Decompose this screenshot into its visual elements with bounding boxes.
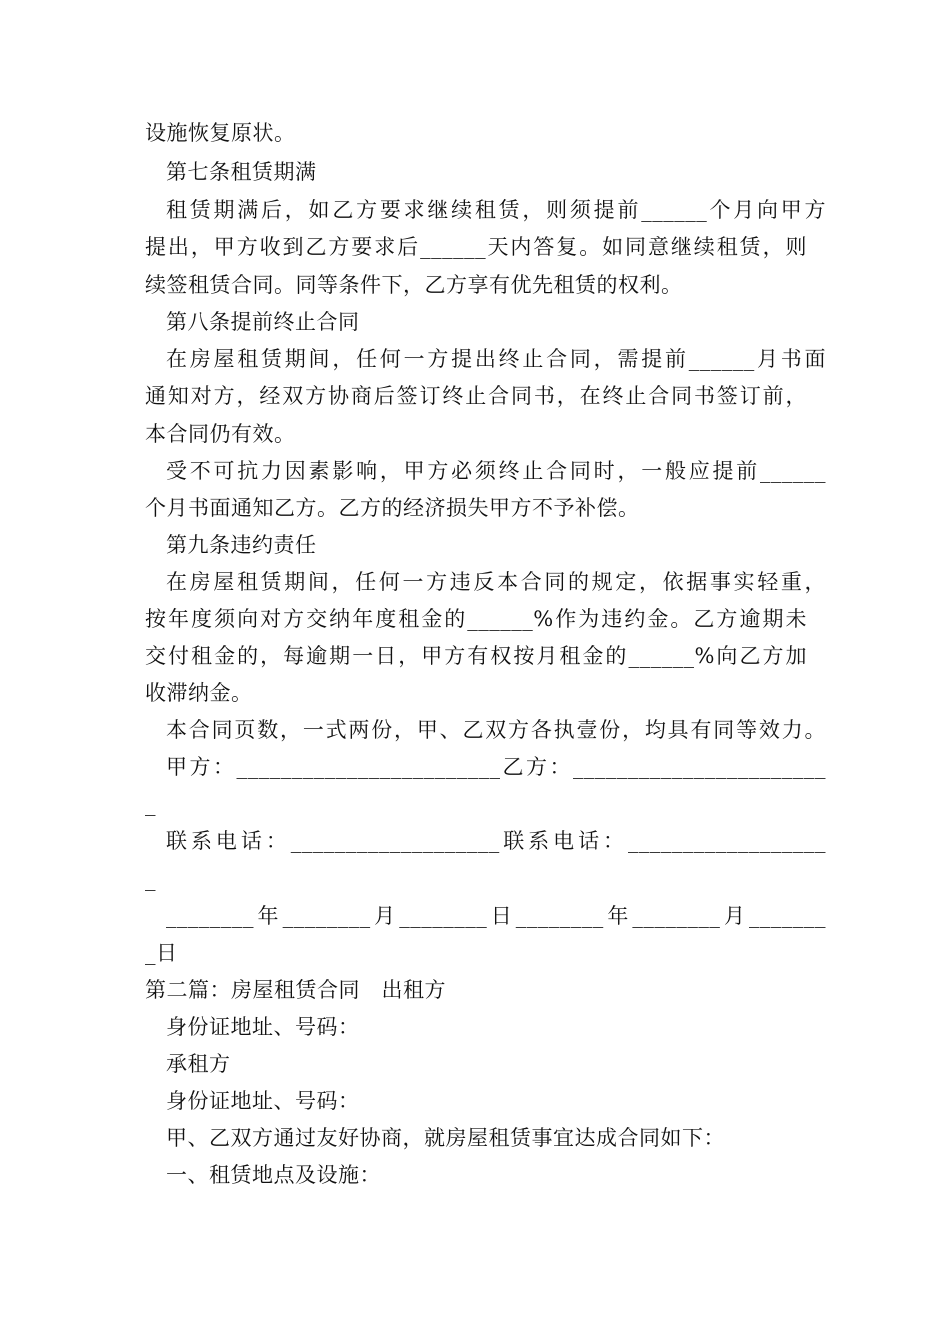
paragraph-line: 在房屋租赁期间，任何一方违反本合同的规定，依据事实轻重， [166,570,826,594]
signature-line-continuation: _ [145,792,156,816]
paragraph-line: 个月书面通知乙方。乙方的经济损失甲方不予补偿。 [145,496,640,520]
paragraph-line: 交付租金的，每逾期一日，甲方有权按月租金的______%向乙方加 [145,644,807,668]
paragraph-line: 通知对方，经双方协商后签订终止合同书，在终止合同书签订前， [145,384,807,408]
paragraph-line: 在房屋租赁期间，任何一方提出终止合同，需提前______月书面 [166,347,826,371]
paragraph-line: 本合同仍有效。 [145,422,296,446]
paragraph-line: 身份证地址、号码： [166,1089,360,1113]
paragraph-line: 设施恢复原状。 [145,121,296,145]
section-heading-article-8: 第八条提前终止合同 [166,310,360,334]
signature-line-continuation: _日 [145,941,178,965]
paragraph-line: 按年度须向对方交纳年度租金的______%作为违约金。乙方逾期未 [145,607,807,631]
paragraph-line: 提出，甲方收到乙方要求后______天内答复。如同意继续租赁，则 [145,235,807,259]
paragraph-line: 租赁期满后，如乙方要求继续租赁，则须提前______个月向甲方 [166,198,826,222]
signature-line-continuation: _ [145,867,156,891]
paragraph-line: 收滞纳金。 [145,681,253,705]
paragraph-line: 本合同页数，一式两份，甲、乙双方各执壹份，均具有同等效力。 [166,718,826,742]
section-heading-article-7: 第七条租赁期满 [166,160,317,184]
paragraph-line: 甲、乙双方通过友好协商，就房屋租赁事宜达成合同如下： [166,1126,725,1150]
paragraph-line: 续签租赁合同。同等条件下，乙方享有优先租赁的权利。 [145,273,683,297]
chapter-heading: 第二篇：房屋租赁合同 出租方 [145,978,446,1002]
paragraph-line: 受不可抗力因素影响，甲方必须终止合同时，一般应提前______ [166,459,826,483]
section-heading-article-9: 第九条违约责任 [166,533,317,557]
signature-line-date: ________年________月________日________年________月_______ [166,904,826,928]
paragraph-line: 身份证地址、号码： [166,1015,360,1039]
paragraph-line: 承租方 [166,1052,231,1076]
section-heading: 一、租赁地点及设施： [166,1163,381,1187]
signature-line-parties: 甲方：________________________乙方：_______________________ [166,755,826,779]
signature-line-phone: 联系电话：___________________联系电话：__________________ [166,829,826,853]
